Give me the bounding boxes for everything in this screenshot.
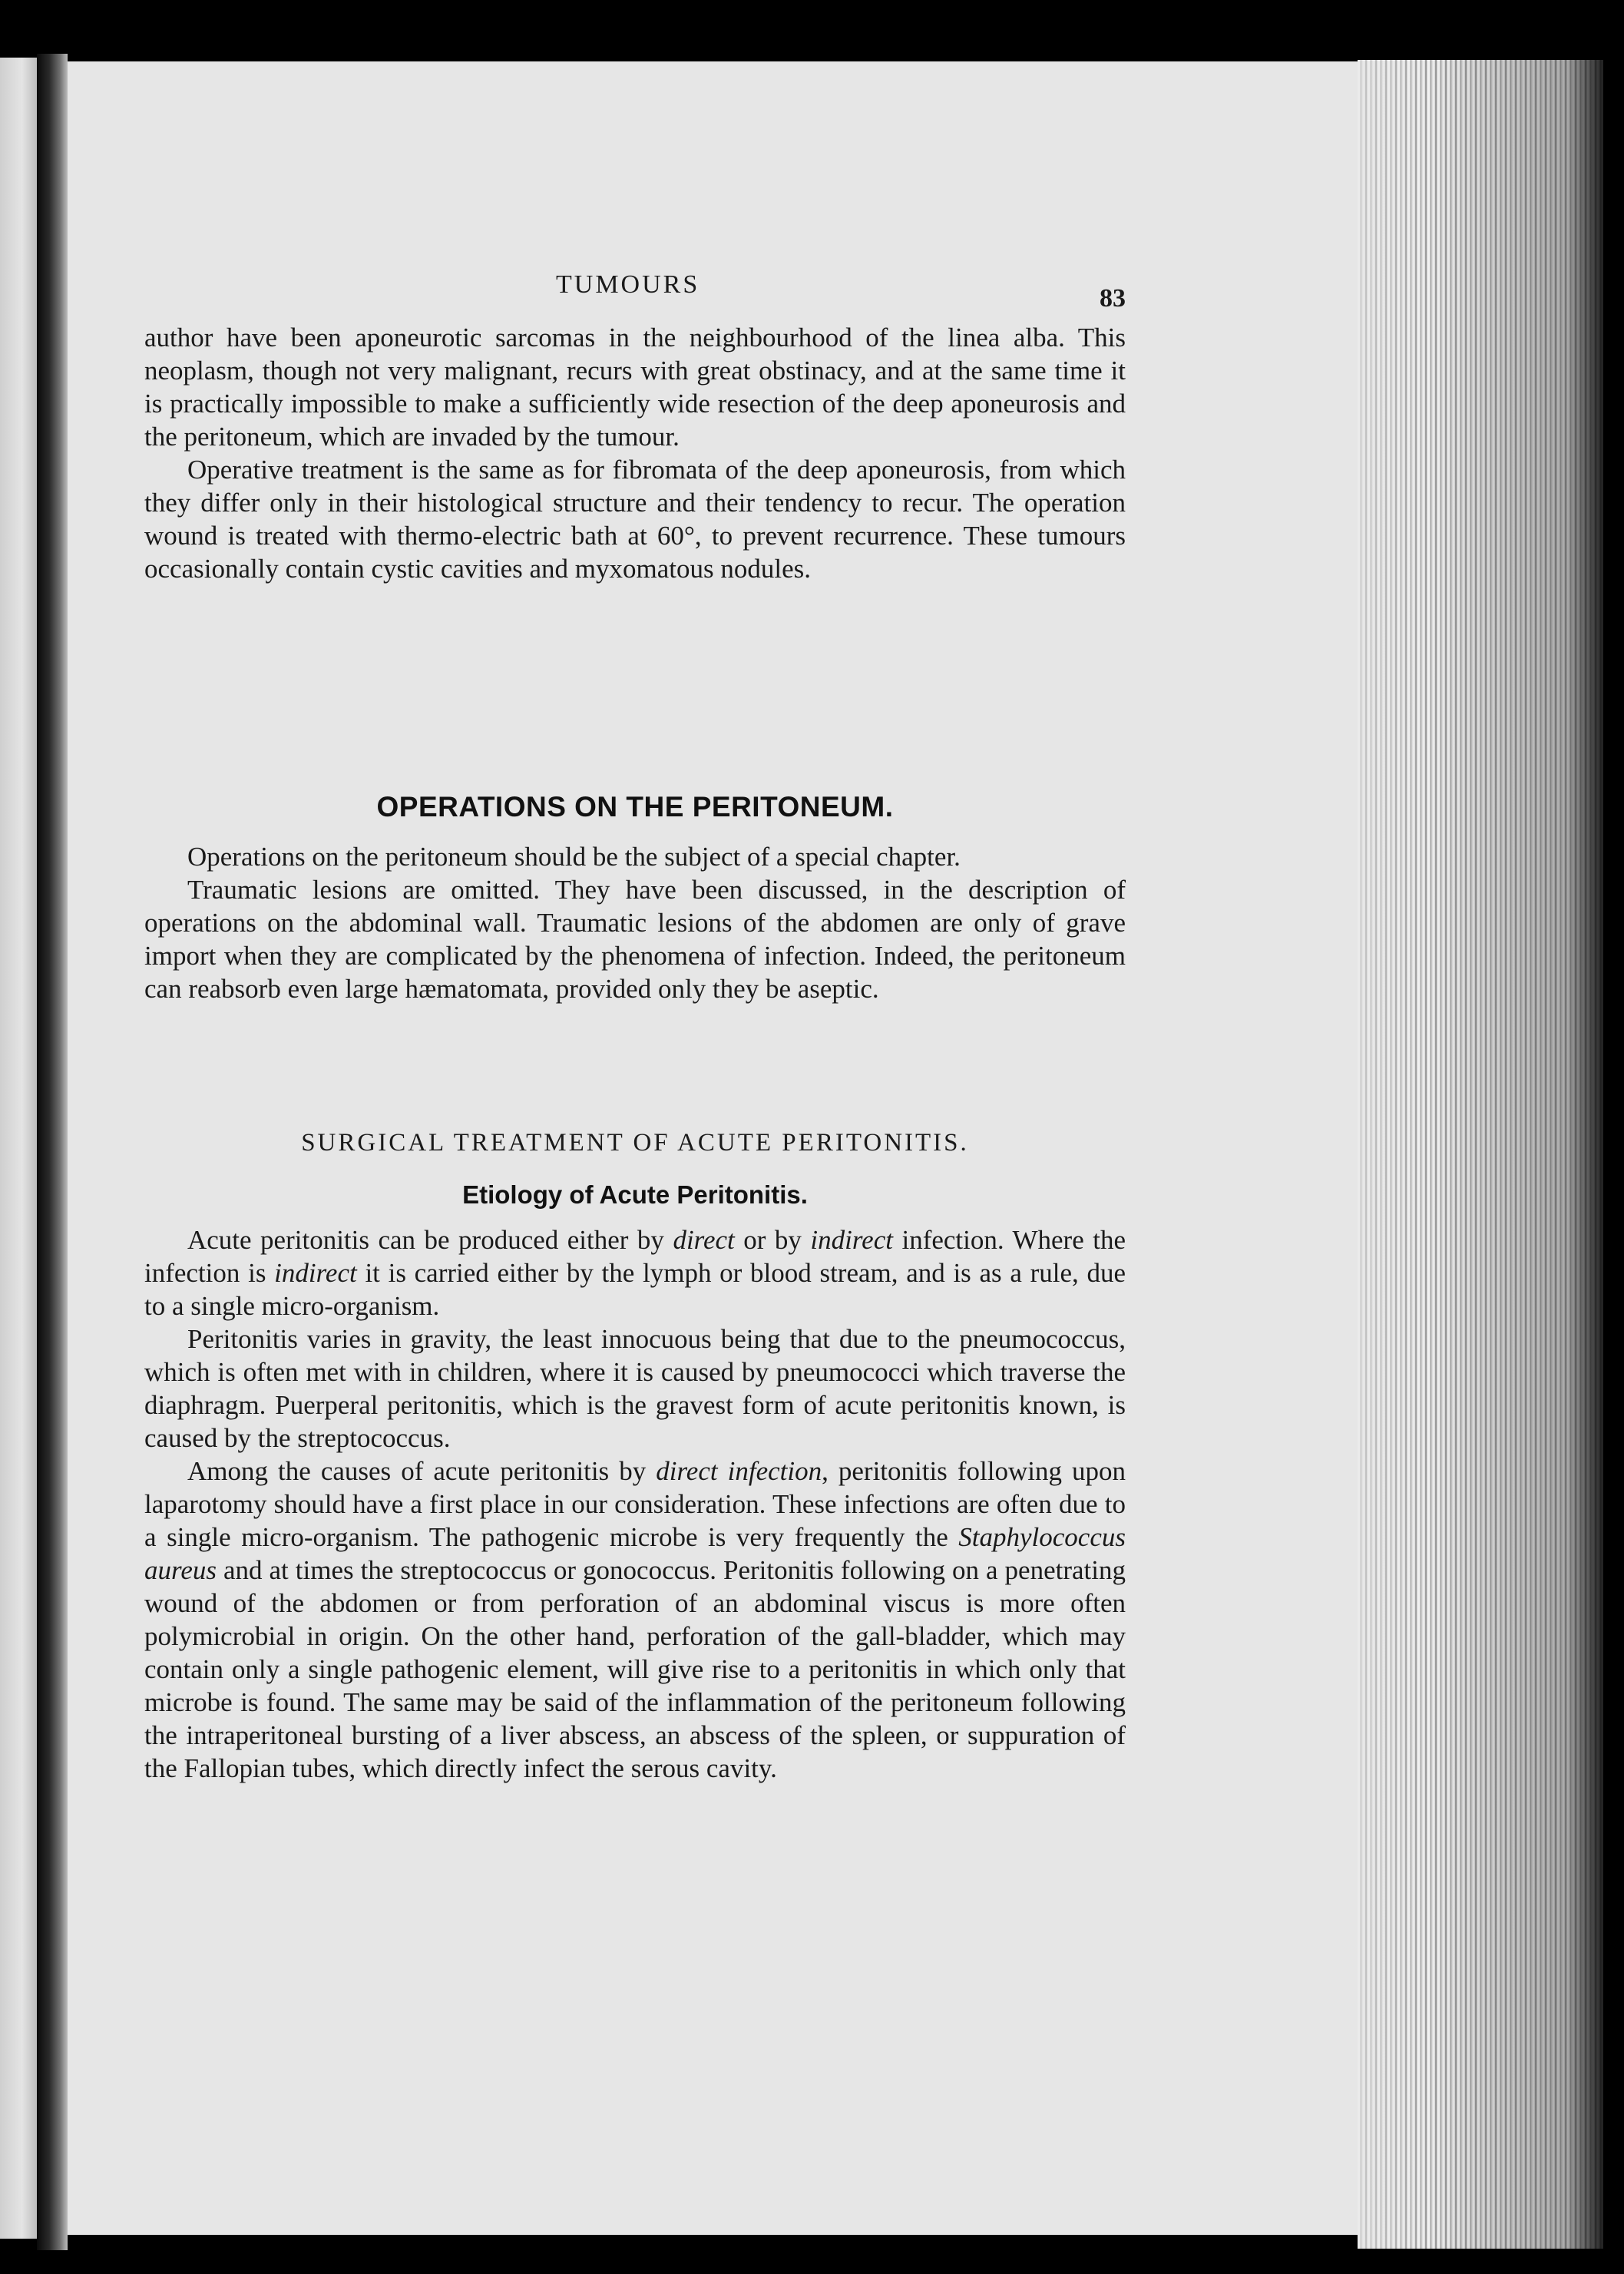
paragraph: author have been aponeurotic sarcomas in the neighbourhood of the linea alba. This neoplasm, though not very malignant, recurs with great obstinacy, and at the same time it is practically impossible to make a sufficiently wide resection of the deep aponeurosis and the peritoneum, which are invaded by the tumour. xyxy=(144,323,1126,452)
text-run: it is carried either by the lymph or blood stream, and is as a rule, due to a single micro-organism. xyxy=(144,1258,1126,1321)
running-head xyxy=(144,270,1126,313)
section-heading: OPERATIONS ON THE PERITONEUM. xyxy=(376,791,894,823)
paragraph: Peritonitis varies in gravity, the least innocuous being that due to the pneumococcus, which is often met with in children, where it is caused by pneumococci which traverse the diaphragm. Puerperal peritonitis, which is the gravest form of acute peritonitis known, is caused by the streptococcus. xyxy=(144,1324,1126,1453)
paragraph xyxy=(144,1223,1126,1322)
text-run: , peritonitis following upon laparotomy should have a first place in our consideration. These infections are often due to a single micro-organism. The pathogenic microbe is very frequently the xyxy=(144,1456,1126,1552)
text-run: infection. Where the infection is xyxy=(144,1225,1126,1288)
text-run: Acute peritonitis can be produced either by xyxy=(187,1225,673,1255)
intro-text xyxy=(144,321,1126,585)
text-run: and at times the streptococcus or gonococcus. Peritonitis following on a penetrating wound of the abdomen or from perforation of an abdominal viscus is more often polymicrobial in origin. On the other hand, perforation of the gall-bladder, which may contain only a single pathogenic element, will give rise to a peritonitis in which only that microbe is found. The same may be said of the inflammation of the peritoneum following the intraperitoneal bursting of a liver abscess, an abscess of the spleen, or suppuration of the Fallopian tubes, which directly infect the serous cavity. xyxy=(144,1555,1126,1783)
book-gutter xyxy=(37,54,68,2250)
facing-page-edge xyxy=(0,58,37,2239)
italic-run: direct xyxy=(673,1225,735,1255)
running-title: TUMOURS xyxy=(556,270,700,299)
acute-peritonitis-section xyxy=(144,1129,1126,1785)
text-run: or by xyxy=(734,1225,811,1255)
page-number: 83 xyxy=(1100,284,1126,313)
paragraph xyxy=(144,1455,1126,1785)
paragraph: Traumatic lesions are omitted. They have been discussed, in the description of operations on the abdominal wall. Traumatic lesions of the abdomen are only of grave import when they are complicated by the phenomena of infection. Indeed, the peritoneum can reabsorb even large hæmatomata, provided only they be aseptic. xyxy=(144,875,1126,1004)
peritoneum-section xyxy=(144,791,1126,1005)
fore-edge-stack xyxy=(1358,60,1603,2249)
minor-heading: Etiology of Acute Peritonitis. xyxy=(462,1180,808,1209)
paragraph: Operations on the peritoneum should be the subject of a special chapter. xyxy=(187,842,961,872)
italic-run: direct infection xyxy=(656,1456,822,1486)
italic-run: indirect xyxy=(274,1258,357,1288)
text-run: Among the causes of acute peritonitis by xyxy=(187,1456,657,1486)
italic-run: indirect xyxy=(810,1225,893,1255)
paragraph: Operative treatment is the same as for fibromata of the deep aponeurosis, from which they differ only in their histological structure and their tendency to recur. The operation wound is treated with thermo-electric bath at 60°, to prevent recurrence. These tumours occasionally contain cystic cavities and myxomatous nodules. xyxy=(144,455,1126,584)
subsection-heading: SURGICAL TREATMENT OF ACUTE PERITONITIS. xyxy=(301,1129,969,1157)
italic-run: Staphylococcus aureus xyxy=(144,1522,1126,1585)
